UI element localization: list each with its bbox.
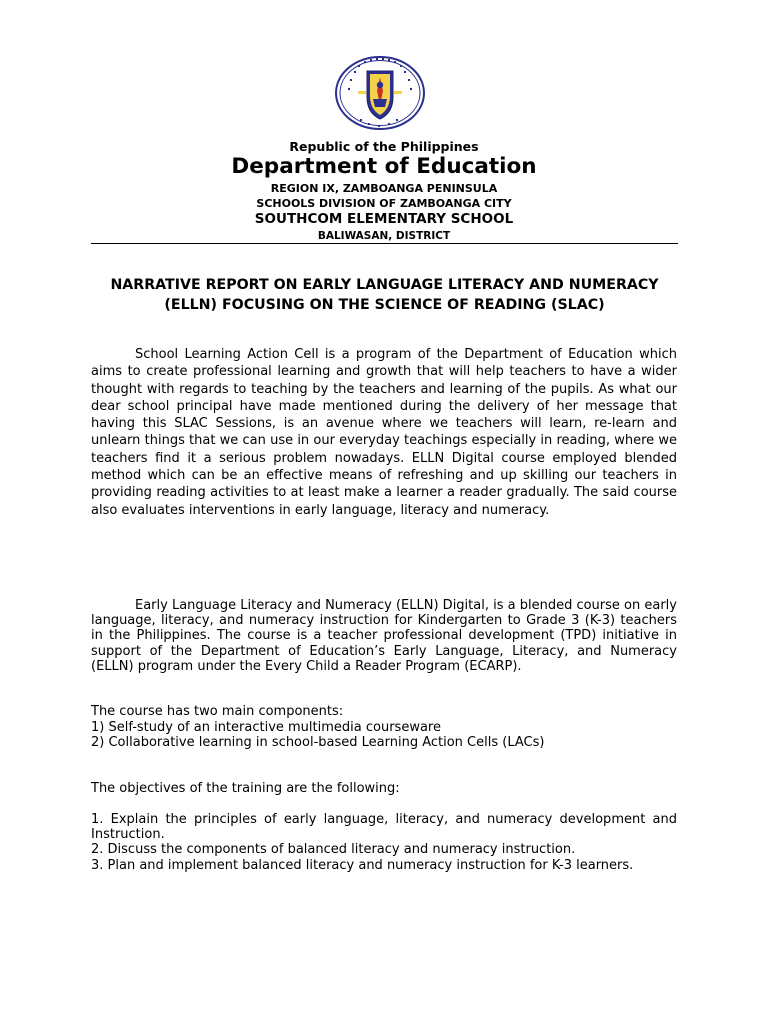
header-divider (91, 243, 678, 244)
objectives-list (91, 812, 677, 873)
republic-line: Republic of the Philippines (289, 139, 479, 154)
paragraph-slac: School Learning Action Cell is a program of the Department of Education which aims to create professional learning and growth that will help teachers to have a wider thought with regards to teaching by the teachers and learning of the pupils. As what our dear school principal have made mentioned during the delivery of her message that having this SLAC Sessions, is an avenue where we teachers will learn, re-learn and unlearn things that we can use in our everyday teachings especially in reading, where we teachers find it a serious problem nowadays. ELLN Digital course employed blended method which can be an effective means of refreshing and up skilling our teachers in providing reading activities to at least make a learner a reader gradually. The said course also evaluates interventions in early language, literacy and numeracy. (91, 347, 677, 518)
district-line: BALIWASAN, DISTRICT (317, 230, 451, 242)
department-name: Department of Education (231, 154, 537, 179)
report-title: NARRATIVE REPORT ON EARLY LANGUAGE LITERACY AND NUMERACY (ELLN) FOCUSING ON THE SCIENCE OF READING (SLAC) (110, 277, 659, 313)
school-name: SOUTHCOM ELEMENTARY SCHOOL (254, 211, 514, 227)
region-line: REGION IX, ZAMBOANGA PENINSULA (270, 182, 498, 195)
objective-item: 3. Plan and implement balanced literacy and numeracy instruction for K-3 learners. (91, 857, 634, 873)
component-item: 2) Collaborative learning in school-based Learning Action Cells (LACs) (91, 735, 545, 750)
deped-seal-icon (334, 55, 426, 131)
objective-item: 1. Explain the principles of early language, literacy, and numeracy development and Instruction. (91, 812, 677, 843)
components-intro: The course has two main components: (91, 704, 344, 719)
objectives-intro: The objectives of the training are the following: (91, 781, 400, 796)
component-item: 1) Self-study of an interactive multimedia courseware (91, 720, 441, 735)
paragraph-elln: Early Language Literacy and Numeracy (ELLN) Digital, is a blended course on early language, literacy, and numeracy instruction for Kindergarten to Grade 3 (K-3) teachers in the Philippines. The course is a teacher professional development (TPD) initiative in support of the Department of Education’s Early Language, Literacy, and Numeracy (ELLN) program under the Every Child a Reader Program (ECARP). (91, 598, 677, 674)
objective-item: 2. Discuss the components of balanced literacy and numeracy instruction. (91, 842, 576, 858)
division-line: SCHOOLS DIVISION OF ZAMBOANGA CITY (256, 197, 512, 210)
